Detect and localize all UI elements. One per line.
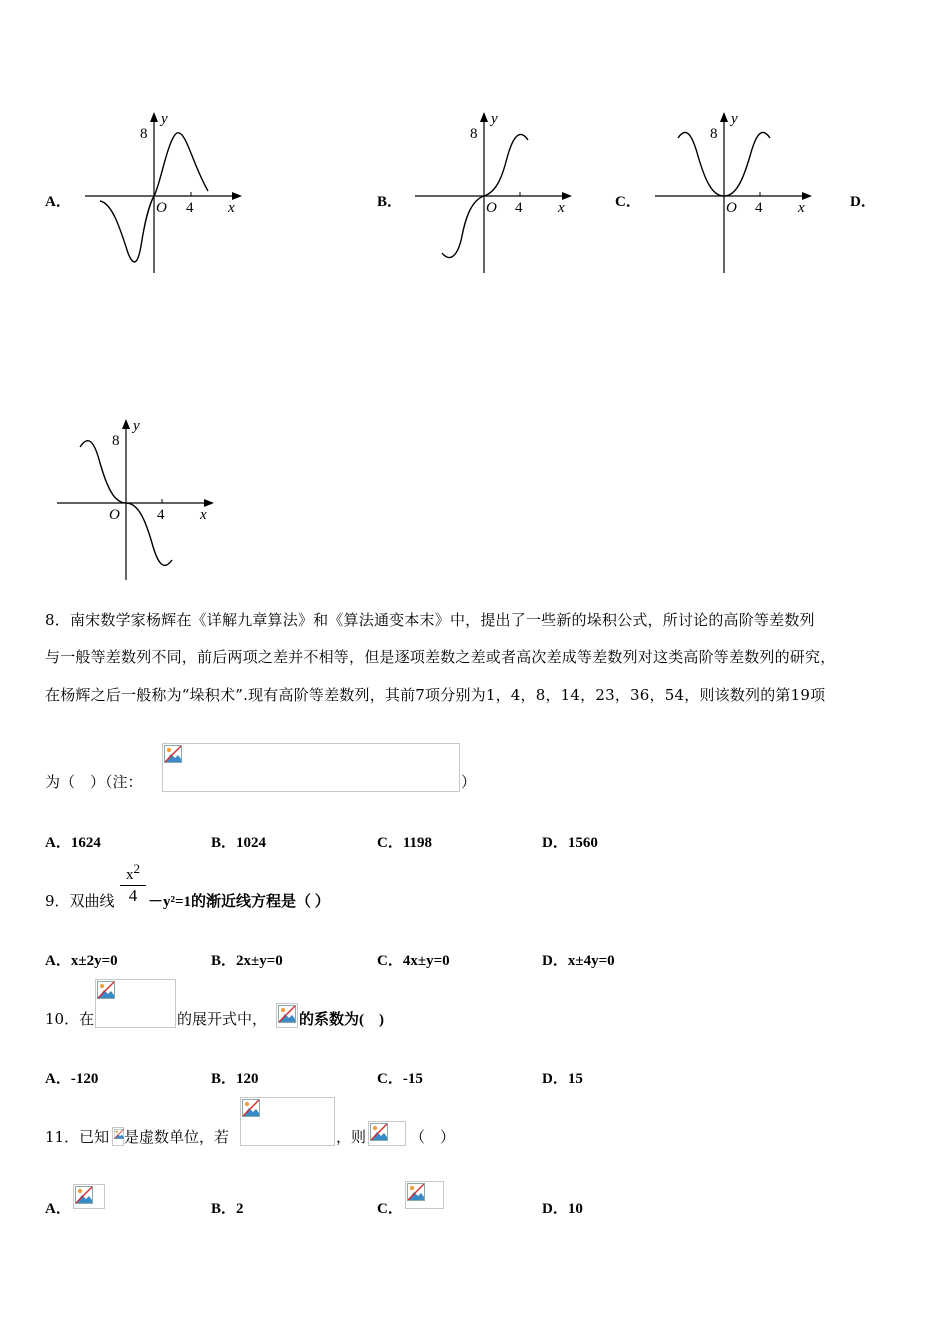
q7-d-y-label: y (133, 418, 140, 434)
broken-image-icon (407, 1183, 425, 1201)
q7-a-y-label: y (161, 111, 168, 127)
q10-text-suffix: 的系数为( ) (299, 1012, 384, 1028)
q11-text-prefix: 11．已知 (45, 1128, 110, 1146)
broken-image-icon (75, 1186, 93, 1204)
q8-option-c: C．1198 (377, 835, 433, 851)
q7-b-y-label: y (491, 111, 498, 127)
q7-option-a-graph (80, 108, 250, 278)
q7-d-x-label: x (200, 507, 207, 523)
q10-expression-image (95, 979, 176, 1028)
q11-text-suffix: （ ） (410, 1128, 456, 1146)
q11-option-c-image (405, 1181, 444, 1209)
q7-option-a-label: A． (45, 194, 71, 210)
q7-option-b-graph (410, 108, 580, 278)
q8-option-a: A．1624 (45, 835, 101, 851)
q7-option-c-graph (650, 108, 820, 278)
q8-text-line-4-prefix: 为（ ）（注： (45, 773, 143, 791)
q10-term-image (276, 1003, 298, 1028)
q7-option-d-graph (52, 415, 222, 585)
q9-frac-denominator: 4 (128, 886, 138, 905)
q11-target-image (368, 1121, 406, 1146)
q11-text-middle-2: ，则 (336, 1128, 367, 1146)
q9-option-a: A．x±2y=0 (45, 953, 118, 969)
q9-option-b: B．2x±y=0 (211, 953, 283, 969)
q11-text-middle-1: 是虚数单位，若 (124, 1128, 230, 1146)
q11-option-b: B．2 (211, 1201, 244, 1217)
q11-option-a-image (73, 1184, 105, 1209)
q8-formula-image (162, 743, 460, 792)
q7-d-y-tick: 8 (112, 433, 120, 449)
q7-b-y-tick: 8 (470, 126, 478, 142)
q10-option-a: A．-120 (45, 1071, 99, 1087)
q9-fraction: $x^2$ 4 (120, 860, 146, 906)
broken-image-icon (242, 1099, 260, 1117)
q9-frac-numerator: x (126, 867, 134, 883)
broken-image-icon (114, 1129, 124, 1139)
q7-option-d-label: D． (850, 194, 876, 210)
broken-image-icon (278, 1005, 296, 1023)
q7-b-x-tick: 4 (515, 200, 523, 216)
q10-option-b: B．120 (211, 1071, 259, 1087)
q8-text-line-2: 与一般等差数列不同，前后两项之差并不相等，但是逐项差数之差或者高次差成等差数列对这类高阶等差数列的研究， (45, 648, 836, 666)
broken-image-icon (164, 745, 182, 763)
q9-option-d: D．x±4y=0 (542, 953, 615, 969)
q8-option-b: B．1024 (211, 835, 267, 851)
q7-c-y-tick: 8 (710, 126, 718, 142)
q7-b-origin: O (486, 200, 497, 216)
q7-c-x-label: x (798, 200, 805, 216)
q7-option-b-label: B． (377, 194, 403, 210)
q10-text-prefix: 10．在 (45, 1010, 95, 1028)
q7-c-origin: O (726, 200, 737, 216)
q7-a-y-tick: 8 (140, 126, 148, 142)
q8-text-line-4-suffix: ） (461, 773, 477, 791)
q9-text-prefix: 9．双曲线 (45, 892, 115, 910)
q7-a-x-tick: 4 (186, 200, 194, 216)
q7-c-x-tick: 4 (755, 200, 763, 216)
q9-option-c: C．4x±y=0 (377, 953, 450, 969)
q7-d-origin: O (109, 507, 120, 523)
q7-a-origin: O (156, 200, 167, 216)
broken-image-icon (97, 981, 115, 999)
q8-text-line-3: 在杨辉之后一般称为“垛积术”.现有高阶等差数列，其前7项分别为1，4，8，14，23，36，54，则该数列的第19项 (45, 686, 826, 704)
q9-text-suffix: －y²=1的渐近线方程是（ ） (148, 894, 330, 910)
q7-option-c-label: C． (615, 194, 641, 210)
q11-condition-image (240, 1097, 335, 1146)
q10-option-c: C．-15 (377, 1071, 423, 1087)
q10-text-middle: 的展开式中， (177, 1010, 268, 1028)
q8-option-d: D．1560 (542, 835, 598, 851)
q7-b-x-label: x (558, 200, 565, 216)
broken-image-icon (370, 1123, 388, 1141)
q8-text-line-1: 8．南宋数学家杨辉在《详解九章算法》和《算法通变本末》中，提出了一些新的垛积公式，所讨论的高阶等差数列 (45, 611, 815, 629)
q7-c-y-label: y (731, 111, 738, 127)
q7-a-x-label: x (228, 200, 235, 216)
q11-i-image (112, 1127, 124, 1146)
q11-option-a-label: A． (45, 1201, 71, 1217)
q11-option-d: D．10 (542, 1201, 583, 1217)
q11-option-c-label: C． (377, 1201, 403, 1217)
q7-d-x-tick: 4 (157, 507, 165, 523)
q10-option-d: D．15 (542, 1071, 583, 1087)
